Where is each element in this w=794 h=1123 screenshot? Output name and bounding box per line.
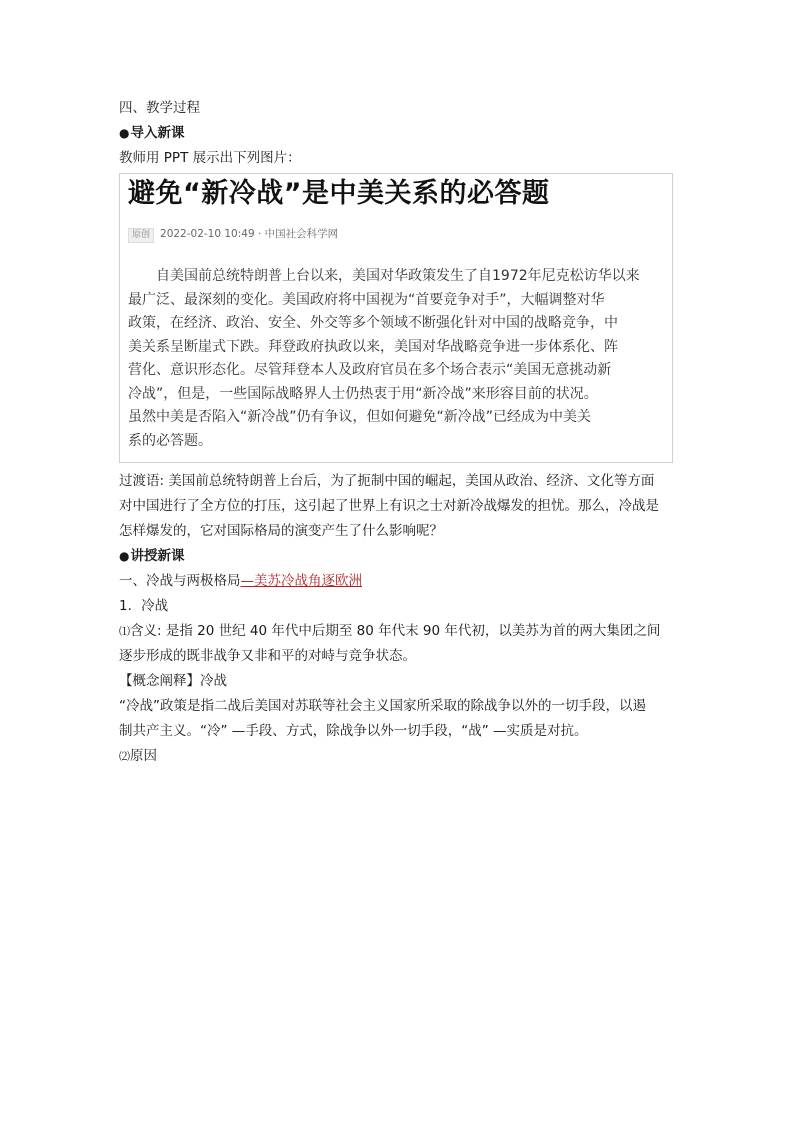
lecture-heading-line <box>119 544 677 569</box>
news-title: 避免“新冷战”是中美关系的必答题 <box>128 178 550 209</box>
news-body-line: 冷战”，但是，一些国际战略界人士仍热衷于用“新冷战”来形容目前的状况。 <box>128 385 598 402</box>
part-one-subtitle: —美苏冷战角逐欧洲 <box>240 573 362 589</box>
cause-line <box>119 744 677 769</box>
meaning-text: 含义: 是指 20 世纪 40 年代中后期至 80 年代末 90 年代初，以美苏为首的两大集团之间 <box>130 623 661 639</box>
cause-label: 原因 <box>130 748 157 764</box>
meaning-marker: ⑴ <box>119 625 130 638</box>
transition-line: 怎样爆发的，它对国际格局的演变产生了什么影响呢？ <box>119 523 443 539</box>
concept-line: 制共产主义。“冷” —手段、方式，除战争以外一切手段，“战” —实质是对抗。 <box>119 723 588 739</box>
news-date-source: 2022-02-10 10:49 · 中国社会科学网 <box>160 228 339 240</box>
news-body-line: 自美国前总统特朗普上台以来，美国对华政策发生了自1972年尼克松访华以来 <box>156 268 640 284</box>
transition-line: 对中国进行了全方位的打压，这引起了世界上有识之士对新冷战爆发的担忧。那么，冷战是 <box>119 498 659 514</box>
news-body-line: 美关系呈断崖式下跌。拜登政府执政以来，美国对华战略竞争进一步体系化、阵 <box>128 338 618 355</box>
cause-marker: ⑵ <box>119 750 130 763</box>
news-body-line: 系的必答题。 <box>128 432 212 449</box>
item-one: 1．冷战 <box>119 598 169 614</box>
meaning-line: 逐步形成的既非战争又非和平的对峙与竞争状态。 <box>119 648 416 664</box>
bullet-icon: ● <box>119 126 130 140</box>
meaning-line <box>119 619 677 644</box>
transition-line: 过渡语: 美国前总统特朗普上台后，为了扼制中国的崛起，美国从政治、经济、文化等方面 <box>119 473 655 489</box>
news-body <box>128 265 664 453</box>
news-meta <box>128 226 664 243</box>
concept-heading: 【概念阐释】冷战 <box>119 673 227 689</box>
concept-line: “冷战”政策是指二战后美国对苏联等社会主义国家所采取的除战争以外的一切手段，以遏 <box>119 698 646 714</box>
intro-heading-line <box>119 121 677 146</box>
news-body-line: 最广泛、最深刻的变化。美国政府将中国视为“首要竞争对手”，大幅调整对华 <box>128 291 605 308</box>
document-page <box>119 96 677 769</box>
bullet-icon: ● <box>119 549 130 563</box>
news-screenshot-figure <box>119 173 673 463</box>
lecture-heading: 讲授新课 <box>130 548 185 564</box>
part-one-prefix: 一、冷战与两极格局 <box>119 573 241 589</box>
teacher-line: 教师用 PPT 展示出下列图片： <box>119 150 301 166</box>
section-heading: 四、教学过程 <box>119 100 200 116</box>
part-one-heading <box>119 569 677 594</box>
news-body-line: 营化、意识形态化。尽管拜登本人及政府官员在多个场合表示“美国无意挑动新 <box>128 362 612 378</box>
news-body-line: 政策，在经济、政治、安全、外交等多个领域不断强化针对中国的战略竞争，中 <box>128 315 618 331</box>
original-tag: 原创 <box>128 228 154 243</box>
intro-heading: 导入新课 <box>130 125 185 141</box>
news-body-line: 虽然中美是否陷入“新冷战”仍有争议，但如何避免“新冷战”已经成为中美关 <box>128 409 592 425</box>
